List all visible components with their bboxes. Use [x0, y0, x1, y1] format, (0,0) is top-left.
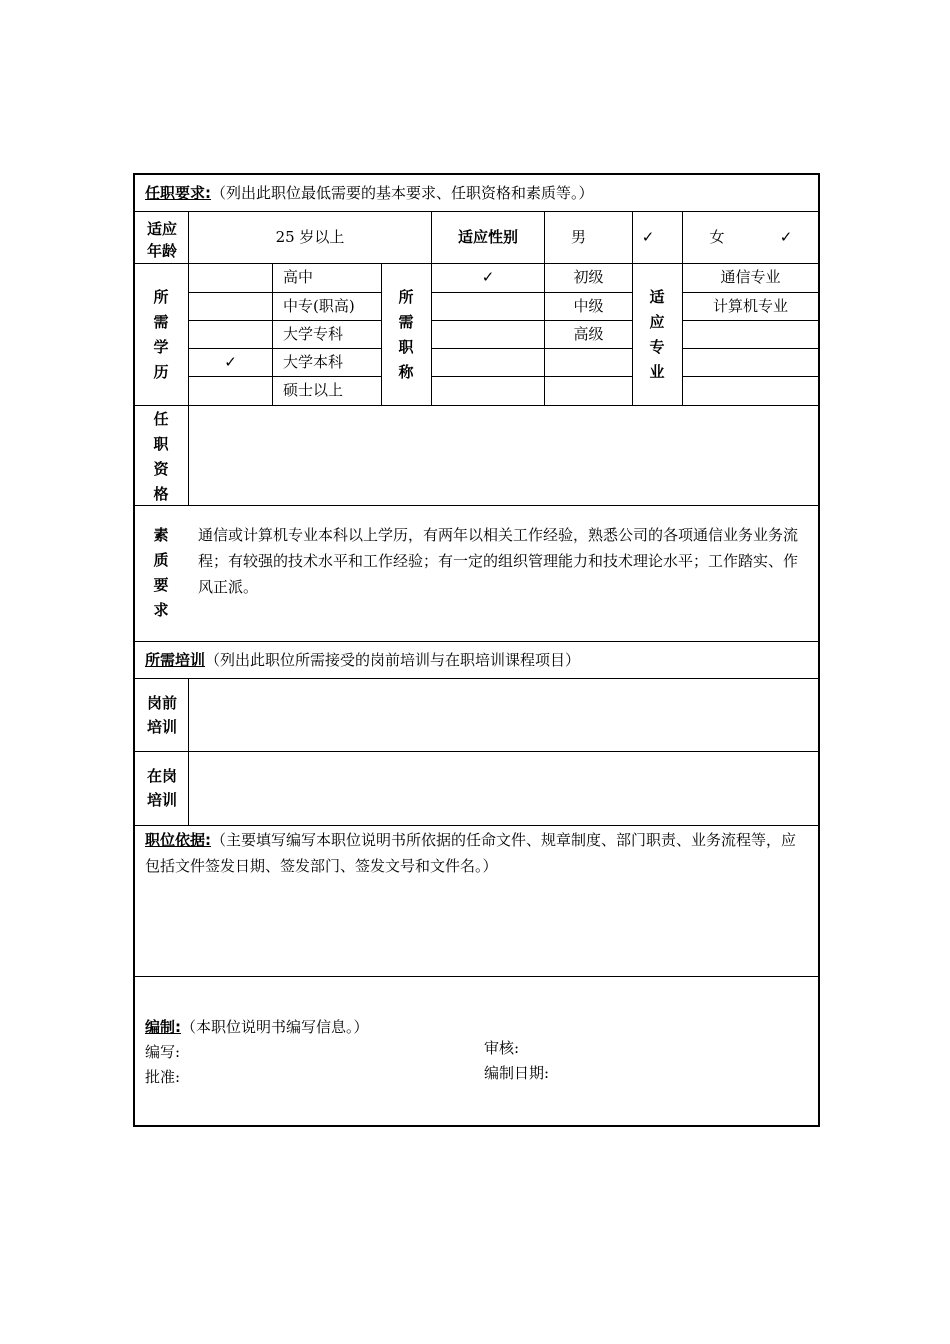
quality-label	[151, 523, 171, 623]
column-divider	[188, 678, 189, 825]
age-label	[145, 218, 179, 262]
job-requirements-form	[133, 173, 820, 1127]
compile-reviewer: 审核:	[484, 1039, 520, 1057]
requirements-header	[145, 186, 594, 201]
age-label-line-1: 适应	[146, 220, 177, 238]
row-divider	[432, 320, 632, 321]
row-divider	[135, 825, 818, 826]
training-header	[145, 653, 580, 668]
row-divider	[188, 320, 381, 321]
training-header-note: （列出此职位所需接受的岗前培训与在职培训课程项目）	[205, 651, 581, 669]
education-option: 硕士以上	[283, 381, 344, 399]
gender-male-check: ✓	[641, 228, 655, 246]
requirements-header-label: 任职要求	[145, 184, 206, 202]
major-label-char: 业	[649, 363, 665, 381]
quality-label-char: 求	[153, 601, 169, 619]
basis-header-label: 职位依据	[145, 831, 206, 849]
education-label-char: 所	[153, 288, 169, 306]
row-divider	[682, 292, 818, 293]
education-label-char: 需	[153, 313, 169, 331]
column-divider	[632, 263, 633, 405]
row-divider	[135, 505, 818, 506]
education-option: 高中	[283, 268, 314, 286]
basis-header-note: （主要填写编写本职位说明书所依据的任命文件、规章制度、部门职责、业务流程等，应包括文件签发日期、签发部门、签发文号和文件名。）	[145, 831, 797, 875]
column-divider	[381, 263, 382, 405]
gender-female: 女	[709, 228, 725, 246]
compile-writer: 编写:	[145, 1043, 181, 1061]
row-divider	[135, 211, 818, 212]
row-divider	[135, 263, 818, 264]
row-divider	[188, 292, 381, 293]
major-label	[647, 285, 667, 385]
on-training-label	[145, 764, 179, 812]
title-label-char: 职	[398, 338, 414, 356]
major-option: 计算机专业	[712, 297, 788, 315]
basis-section	[145, 827, 810, 879]
gender-male: 男	[570, 228, 586, 246]
requirements-header-colon: :	[205, 184, 212, 202]
pre-training-label-line-2: 培训	[146, 718, 177, 736]
education-option: 中专(职高)	[283, 297, 355, 315]
row-divider	[432, 292, 632, 293]
compile-date: 编制日期:	[484, 1064, 550, 1082]
compile-header-note: （本职位说明书编写信息。）	[181, 1018, 369, 1036]
row-divider	[188, 348, 381, 349]
education-option: 大学专科	[283, 325, 344, 343]
title-check: ✓	[481, 268, 495, 286]
compile-header-label: 编制	[145, 1018, 176, 1036]
pre-training-label	[145, 691, 179, 739]
title-label-char: 需	[398, 313, 414, 331]
education-label-char: 学	[153, 338, 169, 356]
major-label-char: 专	[649, 338, 665, 356]
title-option: 初级	[573, 268, 604, 286]
major-label-char: 应	[649, 313, 665, 331]
row-divider	[682, 348, 818, 349]
title-label	[396, 285, 416, 385]
qualification-label-char: 职	[153, 435, 169, 453]
quality-label-char: 要	[153, 576, 169, 594]
title-option: 中级	[573, 297, 604, 315]
age-value: 25 岁以上	[275, 228, 345, 246]
row-divider	[135, 751, 818, 752]
row-divider	[135, 405, 818, 406]
qualification-label-char: 资	[153, 460, 169, 478]
on-training-label-line-1: 在岗	[146, 767, 177, 785]
row-divider	[188, 376, 381, 377]
education-option: 大学本科	[283, 353, 344, 371]
education-label-char: 历	[153, 363, 169, 381]
age-label-line-2: 年龄	[146, 242, 177, 260]
title-label-char: 所	[398, 288, 414, 306]
row-divider	[432, 376, 632, 377]
qualification-label	[151, 407, 171, 507]
quality-content: 通信或计算机专业本科以上学历，有两年以相关工作经验，熟悉公司的各项通信业务业务流程；有较强的技术水平和工作经验；有一定的组织管理能力和技术理论水平；工作踏实、作风正派。	[198, 526, 799, 596]
column-divider	[272, 263, 273, 405]
requirements-header-note: （列出此职位最低需要的基本要求、任职资格和素质等。）	[211, 184, 594, 202]
gender-label: 适应性别	[457, 228, 518, 246]
row-divider	[135, 678, 818, 679]
title-label-char: 称	[398, 363, 414, 381]
pre-training-label-line-1: 岗前	[146, 694, 177, 712]
education-label	[151, 285, 171, 385]
compile-approver: 批准:	[145, 1068, 181, 1086]
major-option: 通信专业	[720, 268, 781, 286]
qualification-label-char: 任	[153, 410, 169, 428]
row-divider	[135, 976, 818, 977]
compile-header-colon: :	[175, 1018, 182, 1036]
row-divider	[682, 376, 818, 377]
education-check: ✓	[224, 353, 237, 371]
training-header-label: 所需培训	[145, 651, 206, 669]
title-option: 高级	[573, 325, 604, 343]
major-label-char: 适	[649, 288, 665, 306]
row-divider	[432, 348, 632, 349]
quality-label-char: 素	[153, 526, 169, 544]
on-training-label-line-2: 培训	[146, 791, 177, 809]
basis-header-colon: :	[205, 831, 212, 849]
row-divider	[682, 320, 818, 321]
compile-header	[145, 1020, 369, 1035]
quality-label-char: 质	[153, 551, 169, 569]
gender-female-check: ✓	[779, 228, 793, 246]
row-divider	[135, 641, 818, 642]
qualification-label-char: 格	[153, 485, 169, 503]
